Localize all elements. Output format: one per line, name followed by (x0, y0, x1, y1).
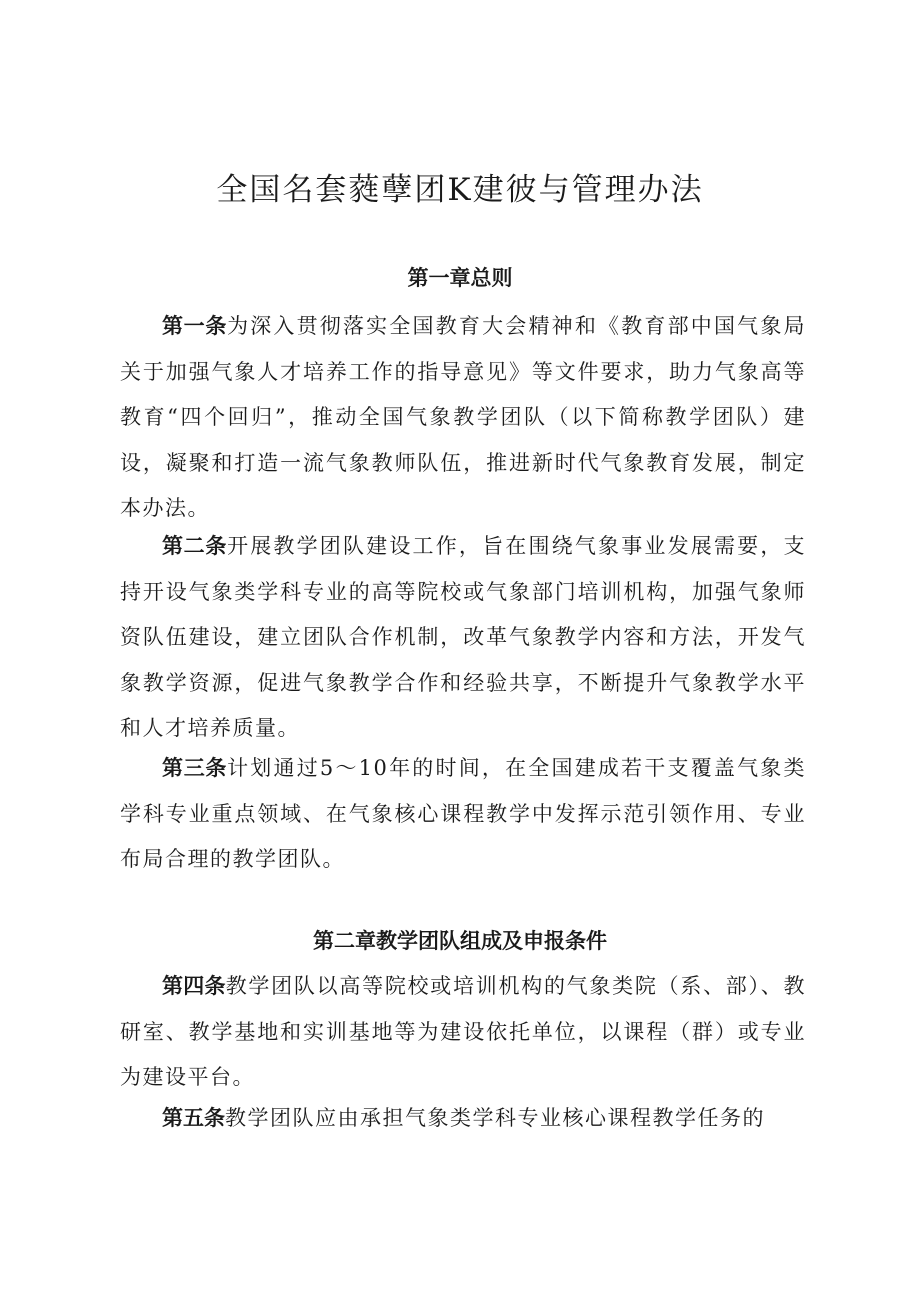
article-label: 第二条 (162, 534, 228, 558)
article-text: 教学团队以高等院校或培训机构的气象类院（系、部）、教研室、教学基地和实训基地等为建设依托单位，以课程（群）或专业为建设平台。 (120, 974, 807, 1089)
article-paragraph (120, 746, 806, 883)
article-paragraph (120, 1096, 806, 1142)
chapter-heading: 第一章总则 (407, 266, 513, 290)
article-label: 第三条 (162, 756, 228, 780)
article-text: 教学团队应由承担气象类学科专业核心课程教学任务的 (225, 1106, 765, 1130)
document-title: 全国名套蕤孽团K建彼与管理办法 (216, 172, 704, 208)
article-paragraph (120, 964, 806, 1101)
article-paragraph (120, 304, 806, 532)
article-paragraph (120, 524, 806, 752)
article-text: 计划通过5～10年的时间，在全国建成若干支覆盖气象类学科专业重点领域、在气象核心课程教学中发挥示范引领作用、专业布局合理的教学团队。 (120, 756, 806, 871)
article-label: 第一条 (162, 314, 228, 338)
article-text: 开展教学团队建设工作，旨在围绕气象事业发展需要，支持开设气象类学科专业的高等院校或气象部门培训机构，加强气象师资队伍建设，建立团队合作机制，改革气象教学内容和方法，开发气象教学资源，促进气象教学合作和经验共享，不断提升气象教学水平和人才培养质量。 (120, 534, 807, 740)
chapter-heading: 第二章教学团队组成及申报条件 (313, 929, 607, 953)
article-label: 第五条 (162, 1106, 225, 1130)
article-label: 第四条 (162, 974, 226, 998)
article-text: 为深入贯彻落实全国教育大会精神和《教育部中国气象局关于加强气象人才培养工作的指导意见》等文件要求，助力气象高等教育“四个回归”，推动全国气象教学团队（以下简称教学团队）建设，凝聚和打造一流气象教师队伍，推进新时代气象教育发展，制定本办法。 (120, 314, 807, 520)
